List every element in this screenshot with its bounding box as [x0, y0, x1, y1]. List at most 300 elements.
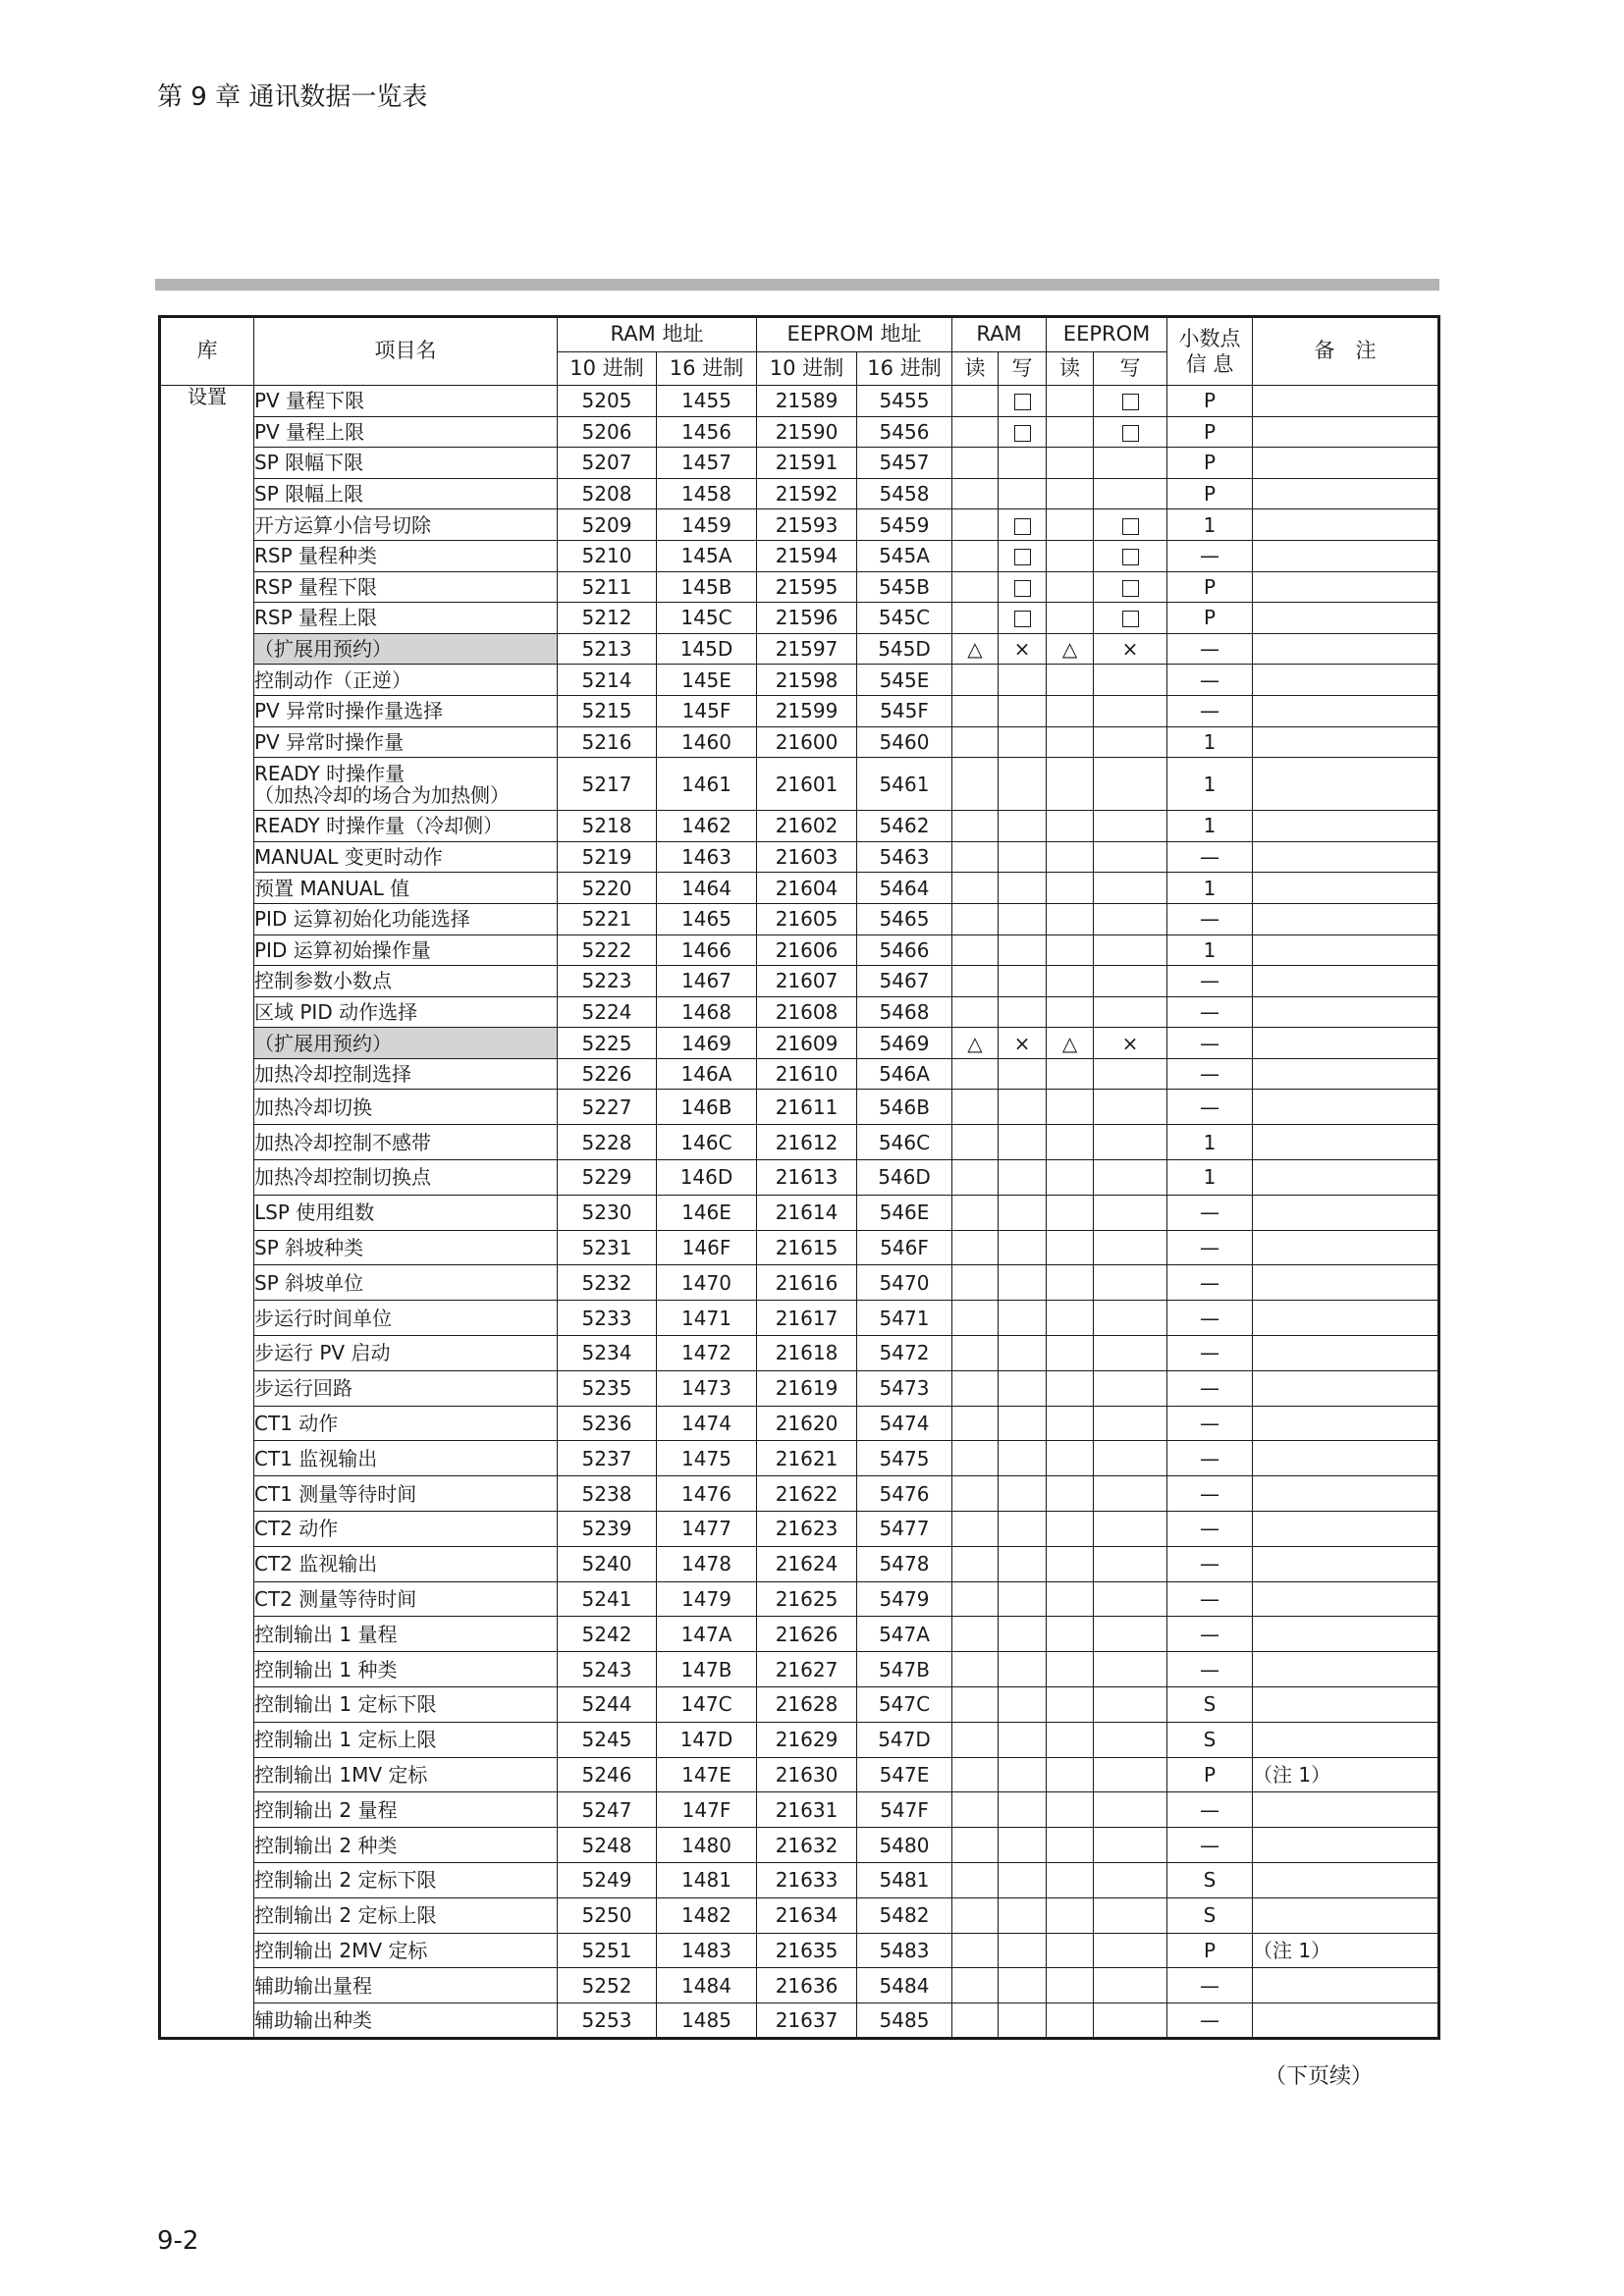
eeprom-write-cell — [1094, 509, 1167, 541]
ram-write-cell — [999, 1058, 1047, 1090]
table-row — [160, 1512, 1439, 1547]
ram-write-cell — [999, 841, 1047, 873]
table-row — [160, 996, 1439, 1028]
eeprom-write-cell — [1094, 1441, 1167, 1476]
eeprom-hex-cell: 546C — [857, 1125, 952, 1160]
ram-hex-cell: 146F — [657, 1230, 757, 1265]
ram-dec-cell: 5213 — [558, 633, 657, 665]
ram-write-cell — [999, 1897, 1047, 1933]
eeprom-hex-cell: 5485 — [857, 2003, 952, 2039]
eeprom-read-cell — [1047, 448, 1094, 479]
eeprom-write-cell — [1094, 2003, 1167, 2039]
header-ram-read: 读 — [952, 352, 999, 386]
eeprom-write-cell — [1094, 811, 1167, 842]
eeprom-dec-cell: 21618 — [757, 1336, 857, 1371]
item-name: MANUAL 变更时动作 — [254, 845, 443, 870]
item-name: PV 量程下限 — [254, 389, 365, 413]
item-name-cell — [254, 726, 558, 758]
eeprom-read-cell — [1047, 1090, 1094, 1125]
eeprom-dec-cell: 21602 — [757, 811, 857, 842]
eeprom-hex-cell: 5472 — [857, 1336, 952, 1371]
item-name-cell — [254, 811, 558, 842]
eeprom-read-cell — [1047, 1195, 1094, 1230]
ram-read-cell — [952, 726, 999, 758]
remark-cell — [1253, 1058, 1439, 1090]
item-name: SP 限幅下限 — [254, 451, 364, 475]
ram-read-cell — [952, 603, 999, 634]
eeprom-dec-cell: 21592 — [757, 478, 857, 509]
table-row — [160, 603, 1439, 634]
remark-cell — [1253, 1406, 1439, 1441]
item-name-cell — [254, 758, 558, 811]
ram-read-cell — [952, 1370, 999, 1406]
ram-write-cell — [999, 1406, 1047, 1441]
eeprom-write-cell — [1094, 1195, 1167, 1230]
ram-write-cell — [999, 1090, 1047, 1125]
eeprom-read-cell — [1047, 726, 1094, 758]
decimal-info-cell: 1 — [1167, 1125, 1253, 1160]
eeprom-hex-cell: 5481 — [857, 1863, 952, 1898]
ram-dec-cell: 5246 — [558, 1757, 657, 1792]
item-name-cell — [254, 934, 558, 966]
item-name-cell — [254, 841, 558, 873]
remark-cell — [1253, 1265, 1439, 1301]
item-name-cell — [254, 665, 558, 696]
ram-read-cell — [952, 1792, 999, 1828]
eeprom-dec-cell: 21590 — [757, 416, 857, 448]
ram-dec-cell: 5232 — [558, 1265, 657, 1301]
ram-write-cell — [999, 1687, 1047, 1723]
remark-cell — [1253, 758, 1439, 811]
eeprom-hex-cell: 547F — [857, 1792, 952, 1828]
ram-hex-cell: 146C — [657, 1125, 757, 1160]
eeprom-write-cell — [1094, 665, 1167, 696]
eeprom-write-cell — [1094, 1897, 1167, 1933]
decimal-info-cell: — — [1167, 1028, 1253, 1059]
item-name-cell — [254, 1336, 558, 1371]
table-row — [160, 509, 1439, 541]
item-name: RSP 量程下限 — [254, 574, 378, 599]
decimal-info-cell: 1 — [1167, 873, 1253, 904]
eeprom-write-cell — [1094, 1406, 1167, 1441]
eeprom-read-cell — [1047, 1230, 1094, 1265]
ram-hex-cell: 146B — [657, 1090, 757, 1125]
ram-dec-cell: 5242 — [558, 1617, 657, 1652]
eeprom-read-cell — [1047, 966, 1094, 997]
eeprom-dec-cell: 21629 — [757, 1722, 857, 1757]
ram-hex-cell: 147F — [657, 1792, 757, 1828]
ram-write-cell — [999, 726, 1047, 758]
remark-cell — [1253, 1370, 1439, 1406]
remark-cell — [1253, 478, 1439, 509]
eeprom-dec-cell: 21601 — [757, 758, 857, 811]
ram-write-cell — [999, 665, 1047, 696]
ram-hex-cell: 1455 — [657, 386, 757, 417]
ram-write-cell — [999, 996, 1047, 1028]
ram-write-cell — [999, 416, 1047, 448]
item-name: 控制输出 2MV 定标 — [254, 1938, 428, 1962]
ram-read-cell — [952, 540, 999, 571]
ram-read-cell — [952, 1617, 999, 1652]
item-name-cell — [254, 1581, 558, 1617]
ram-read-cell — [952, 1301, 999, 1336]
eeprom-write-cell — [1094, 1058, 1167, 1090]
eeprom-dec-cell: 21637 — [757, 2003, 857, 2039]
decimal-info-cell: — — [1167, 1617, 1253, 1652]
table-row — [160, 1058, 1439, 1090]
item-name-cell — [254, 1722, 558, 1757]
decimal-info-cell: — — [1167, 1792, 1253, 1828]
eeprom-hex-cell: 5464 — [857, 873, 952, 904]
eeprom-dec-cell: 21627 — [757, 1652, 857, 1687]
eeprom-hex-cell: 5459 — [857, 509, 952, 541]
ram-write-cell — [999, 1160, 1047, 1196]
decimal-info-cell: — — [1167, 1370, 1253, 1406]
table-row — [160, 2003, 1439, 2039]
ram-write-cell — [999, 1476, 1047, 1512]
ram-read-cell — [952, 966, 999, 997]
eeprom-write-cell — [1094, 1863, 1167, 1898]
eeprom-dec-cell: 21603 — [757, 841, 857, 873]
eeprom-read-cell — [1047, 571, 1094, 603]
eeprom-hex-cell: 546B — [857, 1090, 952, 1125]
item-name-cell — [254, 996, 558, 1028]
item-name-cell — [254, 1828, 558, 1863]
item-name-cell — [254, 1512, 558, 1547]
item-name: 控制输出 1 定标下限 — [254, 1692, 437, 1717]
ram-hex-cell: 147B — [657, 1652, 757, 1687]
ram-read-cell — [952, 1546, 999, 1581]
ram-read-cell — [952, 1265, 999, 1301]
item-name-cell — [254, 1863, 558, 1898]
header-eeprom-address: EEPROM 地址 — [757, 317, 952, 352]
eeprom-read-cell — [1047, 1301, 1094, 1336]
ram-dec-cell: 5252 — [558, 1968, 657, 2003]
remark-cell — [1253, 1301, 1439, 1336]
eeprom-write-cell — [1094, 416, 1167, 448]
decimal-info-cell: — — [1167, 1195, 1253, 1230]
eeprom-dec-cell: 21636 — [757, 1968, 857, 2003]
ram-read-cell — [952, 1195, 999, 1230]
ram-dec-cell: 5214 — [558, 665, 657, 696]
item-name-cell — [254, 1933, 558, 1968]
ram-hex-cell: 1468 — [657, 996, 757, 1028]
eeprom-write-cell — [1094, 1476, 1167, 1512]
decimal-info-cell: — — [1167, 1230, 1253, 1265]
eeprom-dec-cell: 21597 — [757, 633, 857, 665]
eeprom-dec-cell: 21628 — [757, 1687, 857, 1723]
table-row — [160, 1863, 1439, 1898]
eeprom-read-cell — [1047, 934, 1094, 966]
remark-cell — [1253, 1617, 1439, 1652]
header-eeprom-read: 读 — [1047, 352, 1094, 386]
eeprom-write-cell — [1094, 1336, 1167, 1371]
ram-read-cell — [952, 2003, 999, 2039]
eeprom-dec-cell: 21615 — [757, 1230, 857, 1265]
ram-read-cell — [952, 1968, 999, 2003]
eeprom-read-cell — [1047, 811, 1094, 842]
item-name-cell — [254, 1028, 558, 1059]
eeprom-hex-cell: 5470 — [857, 1265, 952, 1301]
eeprom-dec-cell: 21604 — [757, 873, 857, 904]
ram-read-cell — [952, 1230, 999, 1265]
ram-hex-cell: 145E — [657, 665, 757, 696]
communication-data-table — [158, 315, 1440, 2040]
ram-read-cell — [952, 1652, 999, 1687]
ram-dec-cell: 5205 — [558, 386, 657, 417]
remark-cell — [1253, 509, 1439, 541]
ram-write-cell — [999, 1652, 1047, 1687]
ram-read-cell — [952, 1058, 999, 1090]
eeprom-read-cell — [1047, 873, 1094, 904]
item-name-cell — [254, 1265, 558, 1301]
remark-cell: （注 1） — [1253, 1757, 1439, 1792]
ram-read-cell — [952, 1160, 999, 1196]
item-name: 控制输出 2 定标下限 — [254, 1868, 437, 1893]
ram-write-cell — [999, 1265, 1047, 1301]
checkbox-square-icon — [1014, 580, 1031, 597]
eeprom-dec-cell: 21609 — [757, 1028, 857, 1059]
decimal-info-cell: S — [1167, 1897, 1253, 1933]
decimal-info-cell: 1 — [1167, 726, 1253, 758]
checkbox-square-icon — [1122, 611, 1139, 627]
ram-read-cell — [952, 416, 999, 448]
eeprom-write-cell — [1094, 1370, 1167, 1406]
ram-read-cell — [952, 811, 999, 842]
item-name-cell — [254, 416, 558, 448]
eeprom-read-cell — [1047, 1722, 1094, 1757]
ram-hex-cell: 145F — [657, 695, 757, 726]
remark-cell — [1253, 386, 1439, 417]
remark-cell — [1253, 1125, 1439, 1160]
remark-cell — [1253, 1476, 1439, 1512]
remark-cell — [1253, 873, 1439, 904]
ram-write-cell — [999, 1617, 1047, 1652]
ram-write-cell — [999, 386, 1047, 417]
ram-hex-cell: 1482 — [657, 1897, 757, 1933]
library-cell: 设置 — [160, 386, 254, 2039]
item-name: 辅助输出种类 — [254, 2008, 372, 2033]
ram-dec-cell: 5237 — [558, 1441, 657, 1476]
eeprom-dec-cell: 21616 — [757, 1265, 857, 1301]
table-row — [160, 1617, 1439, 1652]
item-name-cell — [254, 509, 558, 541]
eeprom-read-cell — [1047, 1512, 1094, 1547]
ram-write-cell — [999, 1230, 1047, 1265]
ram-dec-cell: 5227 — [558, 1090, 657, 1125]
decimal-info-cell: — — [1167, 1058, 1253, 1090]
ram-read-cell — [952, 448, 999, 479]
ram-dec-cell: 5239 — [558, 1512, 657, 1547]
decimal-info-cell: 1 — [1167, 1160, 1253, 1196]
item-name-cell — [254, 478, 558, 509]
ram-read-cell — [952, 386, 999, 417]
ram-dec-cell: 5217 — [558, 758, 657, 811]
eeprom-read-cell — [1047, 509, 1094, 541]
remark-cell — [1253, 1897, 1439, 1933]
eeprom-dec-cell: 21610 — [757, 1058, 857, 1090]
ram-hex-cell: 1464 — [657, 873, 757, 904]
ram-hex-cell: 1474 — [657, 1406, 757, 1441]
eeprom-read-cell — [1047, 1441, 1094, 1476]
decimal-info-cell: — — [1167, 841, 1253, 873]
eeprom-write-cell — [1094, 1968, 1167, 2003]
ram-dec-cell: 5223 — [558, 966, 657, 997]
item-name: PID 运算初始操作量 — [254, 937, 431, 962]
decimal-info-cell: — — [1167, 996, 1253, 1028]
decimal-info-cell: — — [1167, 1512, 1253, 1547]
remark-cell — [1253, 1968, 1439, 2003]
item-name: PV 异常时操作量 — [254, 729, 405, 754]
eeprom-hex-cell: 5466 — [857, 934, 952, 966]
eeprom-write-cell — [1094, 1265, 1167, 1301]
table-row — [160, 841, 1439, 873]
checkbox-square-icon — [1014, 394, 1031, 410]
item-name: 辅助输出量程 — [254, 1973, 372, 1998]
eeprom-dec-cell: 21614 — [757, 1195, 857, 1230]
eeprom-hex-cell: 5473 — [857, 1370, 952, 1406]
eeprom-dec-cell: 21622 — [757, 1476, 857, 1512]
remark-cell — [1253, 1652, 1439, 1687]
table-row — [160, 811, 1439, 842]
ram-hex-cell: 1460 — [657, 726, 757, 758]
item-name: READY 时操作量 — [254, 761, 406, 785]
ram-hex-cell: 1472 — [657, 1336, 757, 1371]
eeprom-write-cell — [1094, 1828, 1167, 1863]
eeprom-write-cell — [1094, 1792, 1167, 1828]
item-name: PV 量程上限 — [254, 419, 365, 444]
item-name-cell — [254, 1897, 558, 1933]
remark-cell — [1253, 1512, 1439, 1547]
ram-read-cell — [952, 1441, 999, 1476]
item-name-cell — [254, 571, 558, 603]
table-row — [160, 1897, 1439, 1933]
item-name: SP 斜坡种类 — [254, 1236, 364, 1260]
ram-read-cell — [952, 1406, 999, 1441]
eeprom-dec-cell: 21589 — [757, 386, 857, 417]
item-name-cell — [254, 540, 558, 571]
item-name-cell — [254, 695, 558, 726]
item-name: 控制输出 1 种类 — [254, 1657, 398, 1682]
ram-read-cell — [952, 1897, 999, 1933]
decimal-info-cell: — — [1167, 1441, 1253, 1476]
ram-write-cell — [999, 1301, 1047, 1336]
ram-dec-cell: 5241 — [558, 1581, 657, 1617]
ram-read-cell — [952, 1581, 999, 1617]
decimal-info-cell: P — [1167, 416, 1253, 448]
remark-cell — [1253, 934, 1439, 966]
decimal-info-cell: — — [1167, 1968, 1253, 2003]
table-row — [160, 1301, 1439, 1336]
decimal-info-cell: — — [1167, 1301, 1253, 1336]
eeprom-read-cell — [1047, 540, 1094, 571]
eeprom-read-cell — [1047, 1863, 1094, 1898]
eeprom-write-cell — [1094, 478, 1167, 509]
eeprom-dec-cell: 21626 — [757, 1617, 857, 1652]
item-name: 控制输出 2 量程 — [254, 1797, 398, 1822]
eeprom-write-cell — [1094, 1090, 1167, 1125]
decimal-info-cell: 1 — [1167, 811, 1253, 842]
eeprom-dec-cell: 21611 — [757, 1090, 857, 1125]
eeprom-hex-cell: 5475 — [857, 1441, 952, 1476]
ram-dec-cell: 5207 — [558, 448, 657, 479]
eeprom-read-cell — [1047, 841, 1094, 873]
ram-hex-cell: 1477 — [657, 1512, 757, 1547]
header-library: 库 — [160, 317, 254, 386]
eeprom-read-cell — [1047, 1581, 1094, 1617]
eeprom-read-cell — [1047, 758, 1094, 811]
eeprom-hex-cell: 545D — [857, 633, 952, 665]
ram-hex-cell: 1481 — [657, 1863, 757, 1898]
remark-cell — [1253, 1863, 1439, 1898]
eeprom-read-cell — [1047, 1160, 1094, 1196]
table-row — [160, 386, 1439, 417]
ram-read-cell: △ — [952, 1028, 999, 1059]
eeprom-write-cell — [1094, 1581, 1167, 1617]
ram-hex-cell: 1465 — [657, 903, 757, 934]
eeprom-read-cell — [1047, 665, 1094, 696]
ram-hex-cell: 1484 — [657, 1968, 757, 2003]
ram-write-cell — [999, 1581, 1047, 1617]
eeprom-read-cell — [1047, 1792, 1094, 1828]
decimal-info-cell: P — [1167, 478, 1253, 509]
item-name-cell — [254, 1058, 558, 1090]
table-row — [160, 1652, 1439, 1687]
item-name: CT2 监视输出 — [254, 1552, 378, 1576]
eeprom-hex-cell: 546F — [857, 1230, 952, 1265]
ram-hex-cell: 1485 — [657, 2003, 757, 2039]
item-name-cell — [254, 1476, 558, 1512]
ram-hex-cell: 147E — [657, 1757, 757, 1792]
remark-cell — [1253, 811, 1439, 842]
item-name: 区域 PID 动作选择 — [254, 999, 418, 1024]
table-row — [160, 873, 1439, 904]
decimal-info-cell: S — [1167, 1687, 1253, 1723]
ram-hex-cell: 1467 — [657, 966, 757, 997]
ram-hex-cell: 146E — [657, 1195, 757, 1230]
ram-read-cell — [952, 478, 999, 509]
item-name: CT1 测量等待时间 — [254, 1481, 417, 1506]
eeprom-write-cell — [1094, 1301, 1167, 1336]
eeprom-write-cell — [1094, 966, 1167, 997]
eeprom-dec-cell: 21612 — [757, 1125, 857, 1160]
eeprom-read-cell — [1047, 603, 1094, 634]
eeprom-read-cell — [1047, 478, 1094, 509]
table-row — [160, 1828, 1439, 1863]
eeprom-hex-cell: 5478 — [857, 1546, 952, 1581]
table-row — [160, 633, 1439, 665]
ram-write-cell — [999, 811, 1047, 842]
ram-read-cell — [952, 1722, 999, 1757]
eeprom-dec-cell: 21621 — [757, 1441, 857, 1476]
eeprom-hex-cell: 5484 — [857, 1968, 952, 2003]
eeprom-hex-cell: 5468 — [857, 996, 952, 1028]
item-name: 控制输出 1 量程 — [254, 1622, 398, 1646]
remark-cell — [1253, 1828, 1439, 1863]
ram-hex-cell: 146D — [657, 1160, 757, 1196]
eeprom-hex-cell: 5457 — [857, 448, 952, 479]
ram-write-cell — [999, 1546, 1047, 1581]
ram-hex-cell: 1473 — [657, 1370, 757, 1406]
eeprom-hex-cell: 5455 — [857, 386, 952, 417]
table-row — [160, 478, 1439, 509]
header-item-name: 项目名 — [254, 317, 558, 386]
table-row — [160, 1406, 1439, 1441]
ram-hex-cell: 145A — [657, 540, 757, 571]
item-name-cell — [254, 873, 558, 904]
eeprom-write-cell — [1094, 1722, 1167, 1757]
eeprom-write-cell — [1094, 386, 1167, 417]
